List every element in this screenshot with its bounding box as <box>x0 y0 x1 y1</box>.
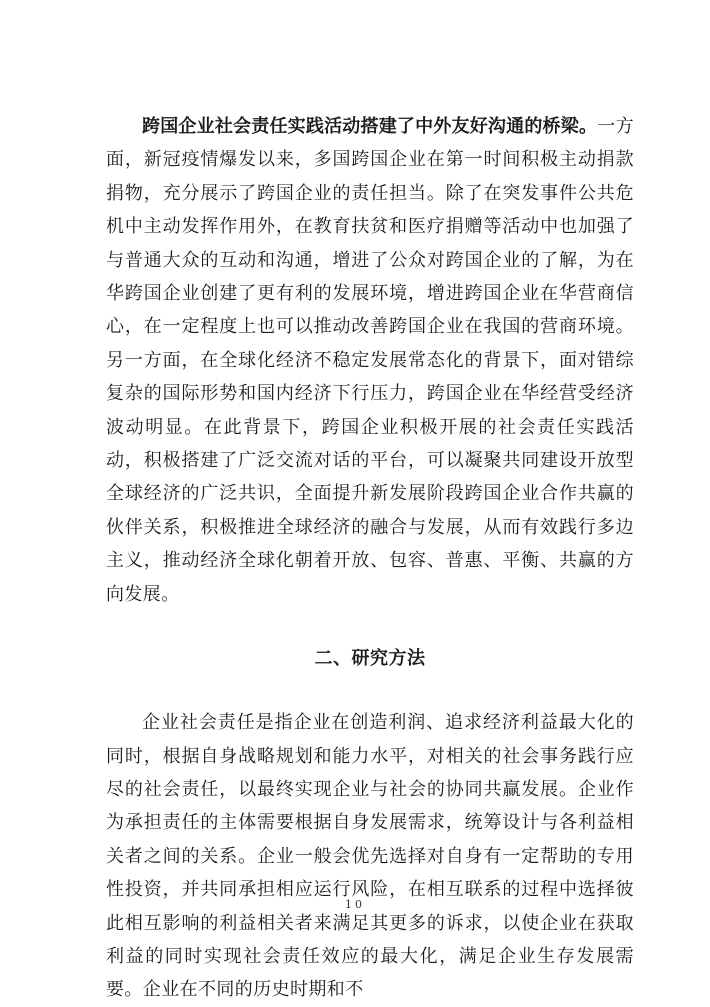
paragraph-lead-bold: 跨国企业社会责任实践活动搭建了中外友好沟通的桥梁。 <box>142 116 598 137</box>
paragraph-research-method: 企业社会责任是指企业在创造利润、追求经济利益最大化的同时，根据自身战略规划和能力水平，对相关的社会事务践行应尽的社会责任，以最终实现企业与社会的协同共赢发展。企业作为承担责任的主体需要根据自身发展需求，统筹设计与各利益相关者之间的关系。企业一般会优先选择对自身有一定帮助的专用性投资，并共同承担相应运行风险，在相互联系的过程中选择彼此相互影响的利益相关者来满足其更多的诉求，以使企业在获取利益的同时实现社会责任效应的最大化，满足企业生存发展需要。企业在不同的历史时期和不 <box>106 712 634 1001</box>
section-heading: 二、研究方法 <box>314 648 426 670</box>
document-page <box>106 110 634 1007</box>
page-number: 10 <box>345 898 365 911</box>
paragraph-csr-bridge <box>106 110 634 611</box>
paragraph-body: 一方面，新冠疫情爆发以来，多国跨国企业在第一时间积极主动捐款捐物，充分展示了跨国企业的责任担当。除了在突发事件公共危机中主动发挥作用外，在教育扶贫和医疗捐赠等活动中也加强了与普通大众的互动和沟通，增进了公众对跨国企业的了解，为在华跨国企业创建了更有利的发展环境，增进跨国企业在华营商信心，在一定程度上也可以推动改善跨国企业在我国的营商环境。另一方面，在全球化经济不稳定发展常态化的背景下，面对错综复杂的国际形势和国内经济下行压力，跨国企业在华经营受经济波动明显。在此背景下，跨国企业积极开展的社会责任实践活动，积极搭建了广泛交流对话的平台，可以凝聚共同建设开放型全球经济的广泛共识，全面提升新发展阶段跨国企业合作共赢的伙伴关系，积极推进全球经济的融合与发展，从而有效践行多边主义，推动经济全球化朝着开放、包容、普惠、平衡、共赢的方向发展。 <box>106 116 634 605</box>
